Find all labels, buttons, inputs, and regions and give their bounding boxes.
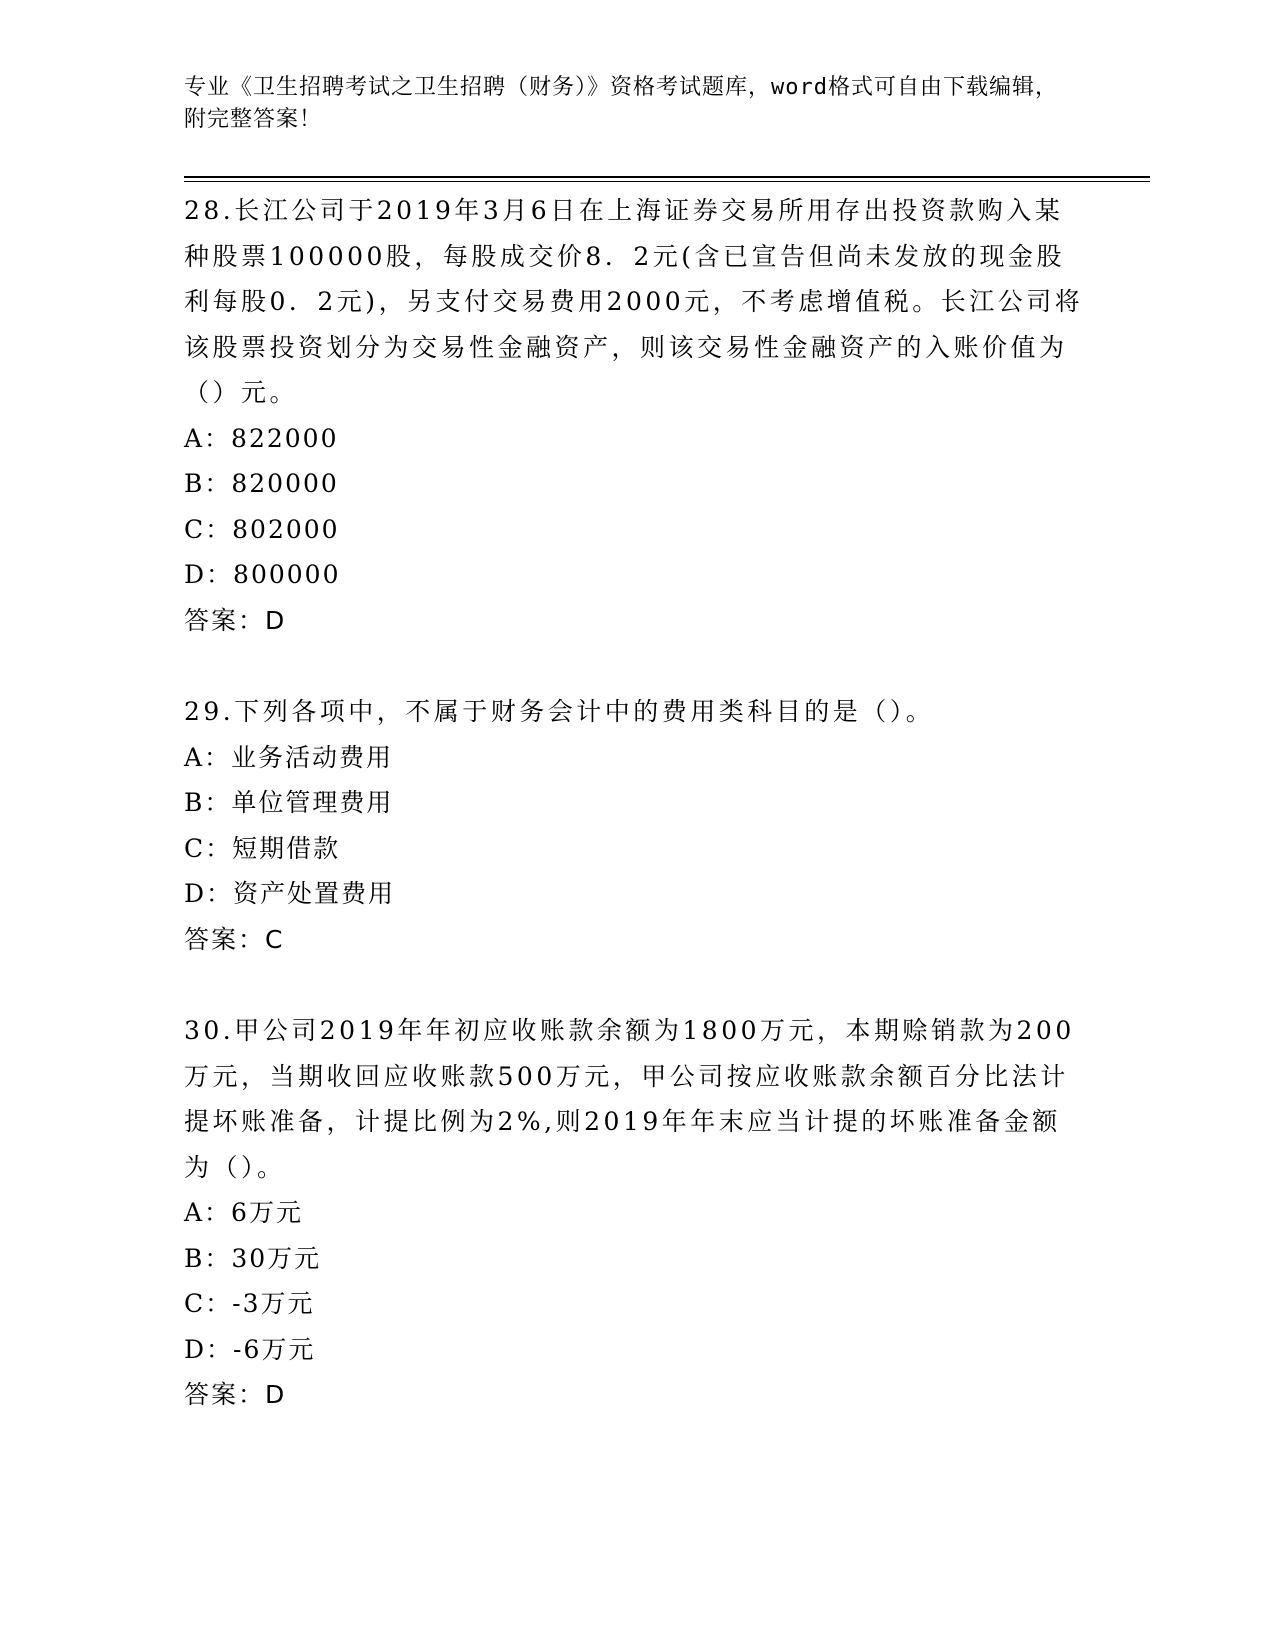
header-divider-thick [184, 176, 1150, 178]
option-b: B：820000 [184, 469, 339, 498]
document-header: 专业《卫生招聘考试之卫生招聘（财务）》资格考试题库，word格式可自由下载编辑，附完整答案！ [184, 75, 1058, 132]
option-a: A：业务活动费用 [184, 742, 394, 772]
question-stem: 28.长江公司于2019年3月6日在上海证券交易所用存出投资款购入某种股票100000股，每股成交价8．2元(含已宣告但尚未发放的现金股利每股0．2元)，另支付交易费用2000元，不考虑增值税。长江公司将该股票投资划分为交易性金融资产，则该交易性金融资产的入账价值为（）元。 [184, 196, 1084, 407]
answer: 答案：D [184, 1380, 287, 1409]
option-d: D：800000 [184, 560, 341, 589]
option-d: D：-6万元 [184, 1334, 316, 1364]
option-c: C：短期借款 [184, 833, 341, 863]
option-a: A：6万元 [184, 1198, 303, 1227]
option-a: A：822000 [184, 423, 339, 453]
header-divider-thin [184, 181, 1150, 182]
option-b: B：单位管理费用 [184, 788, 394, 817]
answer: 答案：C [184, 924, 285, 954]
question-29 [184, 689, 1084, 962]
option-c: C：802000 [184, 514, 340, 544]
question-list [184, 188, 1084, 1464]
question-stem: 30.甲公司2019年年初应收账款余额为1800万元，本期赊销款为200万元，当期收回应收账款500万元，甲公司按应收账款余额百分比法计提坏账准备，计提比例为2%,则2019年年末应当计提的坏账准备金额为（）。 [184, 1016, 1075, 1182]
option-c: C：-3万元 [184, 1289, 315, 1318]
question-30 [184, 1008, 1084, 1418]
question-28 [184, 188, 1084, 643]
question-stem: 29.下列各项中，不属于财务会计中的费用类科目的是（）。 [184, 697, 935, 726]
answer: 答案：D [184, 605, 287, 635]
option-d: D：资产处置费用 [184, 879, 396, 908]
option-b: B：30万元 [184, 1243, 322, 1273]
